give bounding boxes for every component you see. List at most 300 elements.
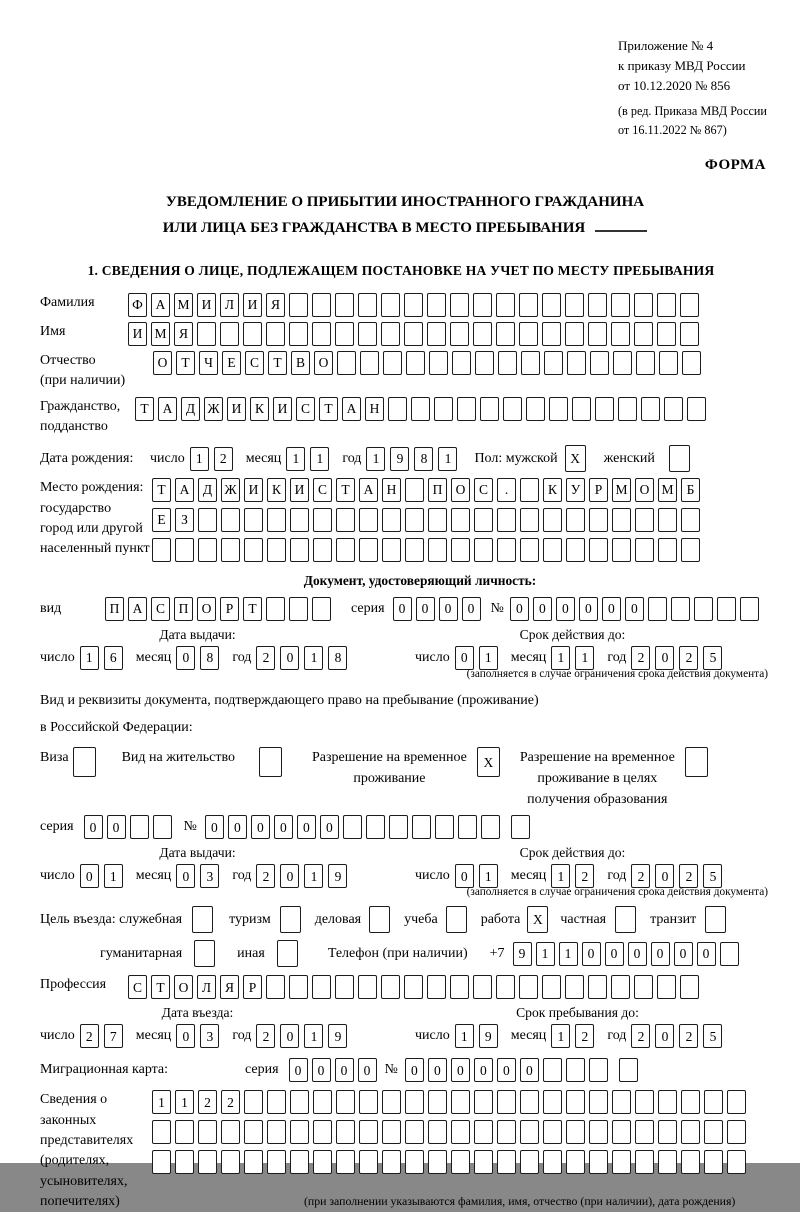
char-box[interactable] [198,1150,217,1174]
char-box[interactable]: Я [174,322,193,346]
char-box[interactable] [312,597,331,621]
char-box[interactable] [290,1150,309,1174]
char-box[interactable] [543,1090,562,1114]
res-issue-month[interactable] [176,864,224,888]
doc-valid-month[interactable] [551,646,599,670]
char-box[interactable] [496,293,515,317]
char-box[interactable] [720,942,739,966]
char-box[interactable] [520,1120,539,1144]
char-box[interactable] [565,975,584,999]
char-box[interactable] [382,1120,401,1144]
char-box[interactable] [658,1120,677,1144]
char-box[interactable]: 0 [320,815,339,839]
char-box[interactable]: Л [220,293,239,317]
char-box[interactable]: И [197,293,216,317]
char-box[interactable] [588,322,607,346]
char-box[interactable]: С [296,397,315,421]
char-box[interactable] [406,351,425,375]
char-box[interactable]: И [273,397,292,421]
char-box[interactable]: К [267,478,286,502]
char-box[interactable] [381,293,400,317]
char-box[interactable]: 1 [190,447,209,471]
char-box[interactable] [589,508,608,532]
birth-year-boxes[interactable] [366,447,462,471]
char-box[interactable] [382,508,401,532]
char-box[interactable]: 2 [256,646,275,670]
doc-issue-month[interactable] [176,646,224,670]
char-box[interactable]: Т [319,397,338,421]
entry-year[interactable] [256,1024,352,1048]
char-box[interactable]: 1 [551,1024,570,1048]
char-box[interactable] [496,975,515,999]
char-box[interactable] [657,322,676,346]
char-box[interactable] [221,538,240,562]
char-box[interactable]: 5 [703,646,722,670]
char-box[interactable] [595,397,614,421]
char-box[interactable]: 0 [280,1024,299,1048]
char-box[interactable] [404,975,423,999]
char-box[interactable]: 1 [304,1024,323,1048]
char-box[interactable] [588,975,607,999]
char-box[interactable]: 0 [439,597,458,621]
char-box[interactable]: А [175,478,194,502]
char-box[interactable] [446,906,467,933]
char-box[interactable]: И [243,293,262,317]
char-box[interactable]: 2 [679,646,698,670]
char-box[interactable]: К [250,397,269,421]
char-box[interactable] [634,322,653,346]
char-box[interactable] [681,1120,700,1144]
char-box[interactable]: 1 [479,646,498,670]
char-box[interactable] [566,1120,585,1144]
char-box[interactable] [612,508,631,532]
char-box[interactable]: П [174,597,193,621]
char-box[interactable] [474,1090,493,1114]
char-box[interactable] [727,1150,746,1174]
char-box[interactable] [175,1150,194,1174]
char-box[interactable] [680,322,699,346]
char-box[interactable]: С [128,975,147,999]
char-box[interactable] [497,1150,516,1174]
char-box[interactable] [428,538,447,562]
char-box[interactable] [589,1150,608,1174]
char-box[interactable]: 0 [605,942,624,966]
surname-boxes[interactable] [128,293,703,317]
char-box[interactable] [359,508,378,532]
char-box[interactable] [152,1120,171,1144]
entry-day[interactable] [80,1024,128,1048]
sex-female-checkbox[interactable] [669,445,694,472]
char-box[interactable]: Т [135,397,154,421]
char-box[interactable]: . [497,478,516,502]
char-box[interactable] [474,508,493,532]
char-box[interactable] [520,1150,539,1174]
char-box[interactable] [336,1120,355,1144]
char-box[interactable]: 3 [200,1024,219,1048]
char-box[interactable]: 0 [520,1058,539,1082]
res-issue-day[interactable] [80,864,128,888]
char-box[interactable] [427,975,446,999]
char-box[interactable]: 1 [575,646,594,670]
char-box[interactable] [589,1058,608,1082]
char-box[interactable]: 0 [107,815,126,839]
char-box[interactable] [681,508,700,532]
purpose-other-checkbox[interactable] [277,940,302,967]
char-box[interactable] [335,975,354,999]
char-box[interactable] [337,351,356,375]
char-box[interactable]: 2 [256,1024,275,1048]
char-box[interactable] [152,538,171,562]
char-box[interactable] [266,975,285,999]
char-box[interactable]: О [153,351,172,375]
char-box[interactable]: П [428,478,447,502]
char-box[interactable]: М [151,322,170,346]
char-box[interactable]: 5 [703,1024,722,1048]
char-box[interactable]: В [291,351,310,375]
char-box[interactable]: Ч [199,351,218,375]
doc-valid-year[interactable] [631,646,727,670]
char-box[interactable] [497,1120,516,1144]
char-box[interactable]: 9 [390,447,409,471]
char-box[interactable] [641,397,660,421]
entry-month[interactable] [176,1024,224,1048]
char-box[interactable]: 1 [310,447,329,471]
char-box[interactable] [542,322,561,346]
char-box[interactable]: 0 [474,1058,493,1082]
char-box[interactable] [542,975,561,999]
char-box[interactable]: 0 [651,942,670,966]
char-box[interactable] [313,1150,332,1174]
char-box[interactable] [382,538,401,562]
char-box[interactable] [451,538,470,562]
char-box[interactable] [243,322,262,346]
char-box[interactable]: Н [365,397,384,421]
char-box[interactable] [680,975,699,999]
char-box[interactable] [526,397,545,421]
stay-day[interactable] [455,1024,503,1048]
char-box[interactable] [405,508,424,532]
char-box[interactable] [336,508,355,532]
char-box[interactable] [635,538,654,562]
char-box[interactable]: 0 [176,646,195,670]
char-box[interactable] [611,322,630,346]
char-box[interactable] [612,1090,631,1114]
char-box[interactable]: 0 [625,597,644,621]
char-box[interactable] [381,975,400,999]
char-box[interactable] [475,351,494,375]
char-box[interactable]: 1 [80,646,99,670]
char-box[interactable]: 2 [198,1090,217,1114]
citizenship-boxes[interactable] [135,397,710,421]
char-box[interactable] [681,1150,700,1174]
char-box[interactable]: Ф [128,293,147,317]
char-box[interactable] [520,508,539,532]
char-box[interactable] [612,1150,631,1174]
char-box[interactable] [383,351,402,375]
char-box[interactable]: 1 [304,646,323,670]
char-box[interactable]: А [151,293,170,317]
char-box[interactable] [565,293,584,317]
char-box[interactable] [244,508,263,532]
char-box[interactable]: 2 [679,1024,698,1048]
char-box[interactable]: С [151,597,170,621]
char-box[interactable]: 0 [176,864,195,888]
char-box[interactable]: О [314,351,333,375]
char-box[interactable]: 1 [366,447,385,471]
char-box[interactable]: О [635,478,654,502]
char-box[interactable]: Я [266,293,285,317]
sex-male-checkbox[interactable] [565,445,590,472]
char-box[interactable] [704,1150,723,1174]
char-box[interactable] [657,975,676,999]
res-number-boxes[interactable] [205,815,534,839]
purpose-private-checkbox[interactable] [615,906,640,933]
char-box[interactable] [740,597,759,621]
char-box[interactable] [481,815,500,839]
char-box[interactable] [565,322,584,346]
char-box[interactable] [658,1090,677,1114]
char-box[interactable] [566,1090,585,1114]
char-box[interactable]: 1 [479,864,498,888]
char-box[interactable]: 1 [175,1090,194,1114]
residence-permit-checkbox[interactable] [259,747,286,777]
temp-residence-checkbox[interactable] [477,747,504,777]
char-box[interactable]: 0 [289,1058,308,1082]
char-box[interactable] [634,975,653,999]
char-box[interactable]: 1 [551,864,570,888]
char-box[interactable] [480,397,499,421]
char-box[interactable]: И [290,478,309,502]
doc-number-boxes[interactable] [510,597,763,621]
doc-issue-year[interactable] [256,646,352,670]
char-box[interactable] [175,1120,194,1144]
char-box[interactable] [198,508,217,532]
char-box[interactable]: 9 [479,1024,498,1048]
char-box[interactable] [194,940,215,967]
char-box[interactable]: 2 [221,1090,240,1114]
char-box[interactable] [611,293,630,317]
char-box[interactable] [520,478,539,502]
char-box[interactable]: 0 [451,1058,470,1082]
char-box[interactable] [405,1090,424,1114]
char-box[interactable] [658,508,677,532]
char-box[interactable] [452,351,471,375]
char-box[interactable] [543,1120,562,1144]
purpose-business-checkbox[interactable] [369,906,394,933]
char-box[interactable]: И [128,322,147,346]
char-box[interactable]: 2 [256,864,275,888]
char-box[interactable]: 2 [631,646,650,670]
char-box[interactable] [360,351,379,375]
purpose-transit-checkbox[interactable] [705,906,730,933]
char-box[interactable]: Т [152,478,171,502]
char-box[interactable] [503,397,522,421]
char-box[interactable]: 2 [80,1024,99,1048]
char-box[interactable]: 1 [559,942,578,966]
char-box[interactable] [289,322,308,346]
char-box[interactable]: 1 [104,864,123,888]
phone-boxes[interactable] [513,942,743,966]
patronymic-boxes[interactable] [153,351,705,375]
char-box[interactable] [694,597,713,621]
char-box[interactable]: 0 [84,815,103,839]
char-box[interactable] [671,597,690,621]
char-box[interactable] [266,322,285,346]
char-box[interactable]: 6 [104,646,123,670]
char-box[interactable]: 0 [280,646,299,670]
char-box[interactable]: 2 [631,1024,650,1048]
char-box[interactable] [474,538,493,562]
char-box[interactable]: 0 [312,1058,331,1082]
char-box[interactable] [358,975,377,999]
char-box[interactable] [450,322,469,346]
char-box[interactable]: 0 [455,864,474,888]
char-box[interactable]: 8 [328,646,347,670]
char-box[interactable] [153,815,172,839]
char-box[interactable] [244,538,263,562]
visa-checkbox[interactable] [73,747,100,777]
char-box[interactable]: Я [220,975,239,999]
char-box[interactable] [221,1150,240,1174]
temp-residence-edu-checkbox[interactable] [685,747,712,777]
char-box[interactable] [73,747,96,777]
char-box[interactable] [681,1090,700,1114]
purpose-official-checkbox[interactable] [192,906,217,933]
char-box[interactable]: 0 [497,1058,516,1082]
char-box[interactable]: 2 [631,864,650,888]
char-box[interactable] [451,1120,470,1144]
char-box[interactable]: 0 [655,864,674,888]
char-box[interactable] [511,815,530,839]
char-box[interactable]: А [359,478,378,502]
char-box[interactable] [567,351,586,375]
char-box[interactable]: К [543,478,562,502]
char-box[interactable] [175,538,194,562]
char-box[interactable]: 0 [697,942,716,966]
char-box[interactable]: Е [222,351,241,375]
char-box[interactable] [427,322,446,346]
char-box[interactable] [717,597,736,621]
char-box[interactable]: 0 [251,815,270,839]
char-box[interactable] [451,508,470,532]
char-box[interactable]: 0 [80,864,99,888]
char-box[interactable] [435,815,454,839]
birthplace-row2[interactable] [152,508,704,532]
char-box[interactable]: X [527,906,548,933]
char-box[interactable]: А [158,397,177,421]
char-box[interactable]: 2 [679,864,698,888]
name-boxes[interactable] [128,322,703,346]
char-box[interactable]: 1 [438,447,457,471]
char-box[interactable]: 9 [328,1024,347,1048]
char-box[interactable]: 0 [393,597,412,621]
char-box[interactable]: 1 [455,1024,474,1048]
char-box[interactable] [290,508,309,532]
char-box[interactable] [618,397,637,421]
char-box[interactable] [519,322,538,346]
char-box[interactable] [669,445,690,472]
char-box[interactable] [359,1120,378,1144]
char-box[interactable] [519,975,538,999]
char-box[interactable]: 2 [575,864,594,888]
char-box[interactable] [497,538,516,562]
char-box[interactable]: Р [220,597,239,621]
char-box[interactable]: Ж [221,478,240,502]
char-box[interactable] [427,293,446,317]
char-box[interactable]: 1 [551,646,570,670]
char-box[interactable] [312,293,331,317]
char-box[interactable] [612,1120,631,1144]
char-box[interactable] [613,351,632,375]
res-valid-month[interactable] [551,864,599,888]
char-box[interactable] [428,508,447,532]
char-box[interactable] [428,1090,447,1114]
legal-row2[interactable] [152,1120,750,1144]
char-box[interactable] [412,815,431,839]
char-box[interactable]: 0 [274,815,293,839]
char-box[interactable] [727,1120,746,1144]
char-box[interactable] [473,293,492,317]
char-box[interactable] [220,322,239,346]
char-box[interactable] [474,1120,493,1144]
char-box[interactable]: С [474,478,493,502]
char-box[interactable]: 1 [286,447,305,471]
char-box[interactable] [198,538,217,562]
char-box[interactable] [658,1150,677,1174]
char-box[interactable]: X [565,445,586,472]
char-box[interactable] [458,815,477,839]
char-box[interactable]: 0 [655,646,674,670]
char-box[interactable] [277,940,298,967]
char-box[interactable] [130,815,149,839]
res-series-boxes[interactable] [84,815,176,839]
char-box[interactable] [705,906,726,933]
char-box[interactable]: С [245,351,264,375]
char-box[interactable]: X [477,747,500,777]
char-box[interactable]: Ж [204,397,223,421]
char-box[interactable]: 0 [602,597,621,621]
birthplace-row1[interactable] [152,478,704,502]
char-box[interactable] [221,1120,240,1144]
char-box[interactable] [266,597,285,621]
char-box[interactable]: С [313,478,332,502]
char-box[interactable] [543,508,562,532]
char-box[interactable]: 0 [297,815,316,839]
char-box[interactable]: И [244,478,263,502]
char-box[interactable] [405,1150,424,1174]
char-box[interactable]: И [227,397,246,421]
char-box[interactable] [457,397,476,421]
char-box[interactable]: 0 [335,1058,354,1082]
char-box[interactable] [635,1150,654,1174]
char-box[interactable] [428,1150,447,1174]
char-box[interactable] [405,538,424,562]
char-box[interactable]: Т [268,351,287,375]
char-box[interactable] [658,538,677,562]
char-box[interactable] [566,1058,585,1082]
char-box[interactable] [289,975,308,999]
char-box[interactable]: Д [198,478,217,502]
char-box[interactable]: 0 [358,1058,377,1082]
doc-issue-day[interactable] [80,646,128,670]
char-box[interactable] [405,478,424,502]
char-box[interactable] [543,1058,562,1082]
legal-row1[interactable] [152,1090,750,1114]
char-box[interactable] [267,538,286,562]
char-box[interactable] [259,747,282,777]
char-box[interactable] [289,597,308,621]
char-box[interactable] [543,538,562,562]
